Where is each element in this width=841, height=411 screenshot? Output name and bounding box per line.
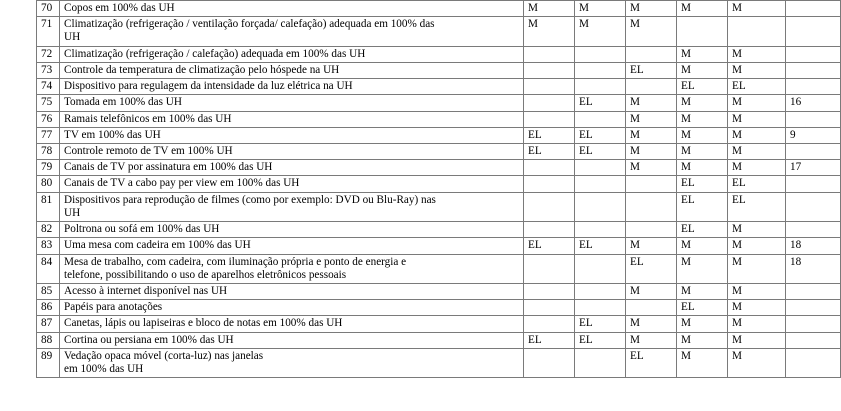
row-description-cell: [60, 300, 524, 316]
rating-cell-3: M: [626, 332, 677, 348]
rating-cell-5: M: [728, 1, 786, 17]
rating-cell-1: [524, 222, 575, 238]
row-number-cell: 77: [37, 127, 60, 143]
rating-cell-4: M: [677, 62, 728, 78]
rating-cell-2: EL: [575, 238, 626, 254]
description-line-2: UH: [64, 206, 81, 219]
row-number-cell: 71: [37, 17, 60, 46]
table-body: [37, 1, 841, 378]
description-line-1: Dispositivo para regulagem da intensidade da luz elétrica na UH: [64, 80, 353, 93]
rating-cell-3: [626, 300, 677, 316]
description-line-1: Canais de TV a cabo pay per view em 100% das UH: [64, 177, 300, 190]
rating-cell-2: [575, 283, 626, 299]
row-description-cell: [60, 254, 524, 283]
table-row: [37, 283, 841, 299]
table-row: [37, 316, 841, 332]
rating-cell-2: EL: [575, 332, 626, 348]
table-row: [37, 46, 841, 62]
table-row: [37, 17, 841, 46]
rating-cell-5: M: [728, 111, 786, 127]
row-description-cell: [60, 143, 524, 159]
rating-cell-4: EL: [677, 79, 728, 95]
rating-cell-4: M: [677, 238, 728, 254]
description-line-1: Papéis para anotações: [64, 301, 163, 314]
rating-cell-2: [575, 348, 626, 377]
table-row: [37, 348, 841, 377]
row-description-cell: [60, 95, 524, 111]
rating-cell-1: [524, 79, 575, 95]
rating-cell-3: M: [626, 143, 677, 159]
table-row: [37, 300, 841, 316]
row-number-cell: 70: [37, 1, 60, 17]
rating-cell-3: EL: [626, 254, 677, 283]
rating-cell-1: EL: [524, 127, 575, 143]
rating-cell-2: [575, 160, 626, 176]
row-number-cell: 86: [37, 300, 60, 316]
rating-cell-4: M: [677, 254, 728, 283]
description-line-1: TV em 100% das UH: [64, 128, 161, 141]
table-row: [37, 160, 841, 176]
description-line-1: Controle remoto de TV em 100% UH: [64, 144, 233, 157]
rating-cell-4: EL: [677, 222, 728, 238]
rating-cell-4: M: [677, 316, 728, 332]
rating-cell-1: [524, 160, 575, 176]
rating-cell-2: [575, 79, 626, 95]
rating-cell-2: EL: [575, 316, 626, 332]
rating-cell-6: [786, 79, 841, 95]
rating-cell-1: [524, 283, 575, 299]
description-line-2: em 100% das UH: [64, 363, 144, 376]
row-description-cell: [60, 192, 524, 221]
rating-cell-4: M: [677, 160, 728, 176]
requirements-table: [36, 0, 841, 378]
row-description-cell: [60, 62, 524, 78]
description-line-1: Copos em 100% das UH: [64, 2, 175, 14]
rating-cell-3: M: [626, 17, 677, 46]
row-description-cell: [60, 222, 524, 238]
rating-cell-4: M: [677, 127, 728, 143]
rating-cell-2: EL: [575, 143, 626, 159]
rating-cell-5: M: [728, 238, 786, 254]
rating-cell-1: EL: [524, 332, 575, 348]
row-description-cell: [60, 17, 524, 46]
rating-cell-5: M: [728, 332, 786, 348]
row-number-cell: 72: [37, 46, 60, 62]
rating-cell-3: M: [626, 95, 677, 111]
table-row: [37, 95, 841, 111]
row-description-cell: [60, 283, 524, 299]
rating-cell-2: [575, 62, 626, 78]
table-row: [37, 127, 841, 143]
rating-cell-6: [786, 46, 841, 62]
rating-cell-1: [524, 46, 575, 62]
rating-cell-6: [786, 300, 841, 316]
rating-cell-3: [626, 46, 677, 62]
rating-cell-4: EL: [677, 192, 728, 221]
rating-cell-6: [786, 316, 841, 332]
rating-cell-3: M: [626, 160, 677, 176]
row-number-cell: 88: [37, 332, 60, 348]
rating-cell-1: [524, 316, 575, 332]
description-line-2: UH: [64, 31, 81, 44]
rating-cell-4: M: [677, 46, 728, 62]
row-number-cell: 87: [37, 316, 60, 332]
table-row: [37, 254, 841, 283]
row-number-cell: 78: [37, 143, 60, 159]
rating-cell-6: 16: [786, 95, 841, 111]
rating-cell-1: [524, 111, 575, 127]
row-number-cell: 75: [37, 95, 60, 111]
rating-cell-6: [786, 283, 841, 299]
rating-cell-3: [626, 176, 677, 192]
rating-cell-5: [728, 17, 786, 46]
description-line-1: Acesso à internet disponível nas UH: [64, 284, 228, 297]
rating-cell-4: M: [677, 95, 728, 111]
rating-cell-4: M: [677, 332, 728, 348]
rating-cell-3: [626, 192, 677, 221]
rating-cell-5: M: [728, 62, 786, 78]
rating-cell-4: M: [677, 1, 728, 17]
rating-cell-2: M: [575, 1, 626, 17]
rating-cell-5: M: [728, 254, 786, 283]
rating-cell-5: M: [728, 160, 786, 176]
table-row: [37, 222, 841, 238]
row-number-cell: 83: [37, 238, 60, 254]
rating-cell-3: M: [626, 127, 677, 143]
rating-cell-4: [677, 17, 728, 46]
rating-cell-1: [524, 348, 575, 377]
rating-cell-3: M: [626, 111, 677, 127]
rating-cell-6: [786, 17, 841, 46]
rating-cell-2: [575, 176, 626, 192]
rating-cell-1: [524, 176, 575, 192]
row-number-cell: 79: [37, 160, 60, 176]
rating-cell-5: M: [728, 143, 786, 159]
row-number-cell: 85: [37, 283, 60, 299]
rating-cell-1: [524, 300, 575, 316]
rating-cell-6: [786, 192, 841, 221]
description-line-1: Canais de TV por assinatura em 100% das UH: [64, 161, 273, 174]
rating-cell-6: 17: [786, 160, 841, 176]
rating-cell-6: 18: [786, 254, 841, 283]
table-row: [37, 192, 841, 221]
description-line-1: Ramais telefônicos em 100% das UH: [64, 112, 232, 125]
rating-cell-2: [575, 300, 626, 316]
rating-cell-6: [786, 143, 841, 159]
rating-cell-2: [575, 111, 626, 127]
rating-cell-5: M: [728, 222, 786, 238]
description-line-1: Tomada em 100% das UH: [64, 96, 182, 109]
rating-cell-1: [524, 62, 575, 78]
row-description-cell: [60, 238, 524, 254]
rating-cell-5: EL: [728, 192, 786, 221]
rating-cell-1: [524, 254, 575, 283]
rating-cell-6: [786, 222, 841, 238]
row-description-cell: [60, 1, 524, 17]
rating-cell-6: [786, 332, 841, 348]
rating-cell-3: M: [626, 316, 677, 332]
rating-cell-5: M: [728, 95, 786, 111]
description-line-1: Climatização (refrigeração / calefação) adequada em 100% das UH: [64, 47, 366, 60]
rating-cell-3: M: [626, 238, 677, 254]
rating-cell-5: EL: [728, 79, 786, 95]
rating-cell-3: EL: [626, 348, 677, 377]
rating-cell-4: EL: [677, 300, 728, 316]
description-line-2: telefone, possibilitando o uso de aparelhos eletrônicos pessoais: [64, 268, 347, 281]
rating-cell-6: [786, 62, 841, 78]
row-number-cell: 76: [37, 111, 60, 127]
rating-cell-1: EL: [524, 238, 575, 254]
table-row: [37, 332, 841, 348]
table-row: [37, 111, 841, 127]
table-row: [37, 238, 841, 254]
rating-cell-6: [786, 176, 841, 192]
row-description-cell: [60, 111, 524, 127]
table-row: [37, 79, 841, 95]
rating-cell-2: [575, 46, 626, 62]
rating-cell-4: M: [677, 143, 728, 159]
row-description-cell: [60, 332, 524, 348]
rating-cell-3: [626, 79, 677, 95]
rating-cell-1: EL: [524, 143, 575, 159]
rating-cell-5: EL: [728, 176, 786, 192]
rating-cell-2: EL: [575, 127, 626, 143]
rating-cell-1: [524, 192, 575, 221]
rating-cell-1: M: [524, 1, 575, 17]
rating-cell-5: M: [728, 283, 786, 299]
rating-cell-3: M: [626, 1, 677, 17]
description-line-1: Cortina ou persiana em 100% das UH: [64, 333, 234, 346]
description-line-1: Dispositivos para reprodução de filmes (como por exemplo: DVD ou Blu-Ray) nas: [64, 193, 436, 206]
row-description-cell: [60, 316, 524, 332]
row-description-cell: [60, 127, 524, 143]
rating-cell-2: [575, 254, 626, 283]
row-number-cell: 74: [37, 79, 60, 95]
rating-cell-6: 9: [786, 127, 841, 143]
rating-cell-5: M: [728, 300, 786, 316]
rating-cell-6: 18: [786, 238, 841, 254]
rating-cell-6: [786, 348, 841, 377]
table-row: [37, 62, 841, 78]
description-line-1: Controle da temperatura de climatização pelo hóspede na UH: [64, 63, 340, 76]
rating-cell-3: [626, 222, 677, 238]
rating-cell-6: [786, 1, 841, 17]
rating-cell-1: M: [524, 17, 575, 46]
row-description-cell: [60, 348, 524, 377]
rating-cell-2: M: [575, 17, 626, 46]
table-row: [37, 1, 841, 17]
row-number-cell: 80: [37, 176, 60, 192]
rating-cell-2: [575, 192, 626, 221]
table-row: [37, 143, 841, 159]
rating-cell-1: [524, 95, 575, 111]
row-number-cell: 82: [37, 222, 60, 238]
row-number-cell: 81: [37, 192, 60, 221]
rating-cell-3: EL: [626, 62, 677, 78]
description-line-1: Mesa de trabalho, com cadeira, com iluminação própria e ponto de energia e: [64, 255, 407, 268]
rating-cell-2: [575, 222, 626, 238]
row-number-cell: 73: [37, 62, 60, 78]
description-line-1: Poltrona ou sofá em 100% das UH: [64, 223, 220, 236]
rating-cell-4: M: [677, 283, 728, 299]
rating-cell-3: M: [626, 283, 677, 299]
row-description-cell: [60, 79, 524, 95]
rating-cell-6: [786, 111, 841, 127]
row-description-cell: [60, 160, 524, 176]
description-line-1: Uma mesa com cadeira em 100% das UH: [64, 239, 251, 252]
row-number-cell: 84: [37, 254, 60, 283]
rating-cell-4: M: [677, 111, 728, 127]
description-line-1: Canetas, lápis ou lapiseiras e bloco de notas em 100% das UH: [64, 317, 343, 330]
rating-cell-4: EL: [677, 176, 728, 192]
row-number-cell: 89: [37, 348, 60, 377]
row-description-cell: [60, 176, 524, 192]
rating-cell-4: M: [677, 348, 728, 377]
rating-cell-2: EL: [575, 95, 626, 111]
rating-cell-5: M: [728, 127, 786, 143]
rating-cell-5: M: [728, 46, 786, 62]
row-description-cell: [60, 46, 524, 62]
description-line-1: Climatização (refrigeração / ventilação forçada/ calefação) adequada em 100% das: [64, 18, 435, 31]
rating-cell-5: M: [728, 348, 786, 377]
description-line-1: Vedação opaca móvel (corta-luz) nas janelas: [64, 349, 264, 362]
rating-cell-5: M: [728, 316, 786, 332]
table-row: [37, 176, 841, 192]
